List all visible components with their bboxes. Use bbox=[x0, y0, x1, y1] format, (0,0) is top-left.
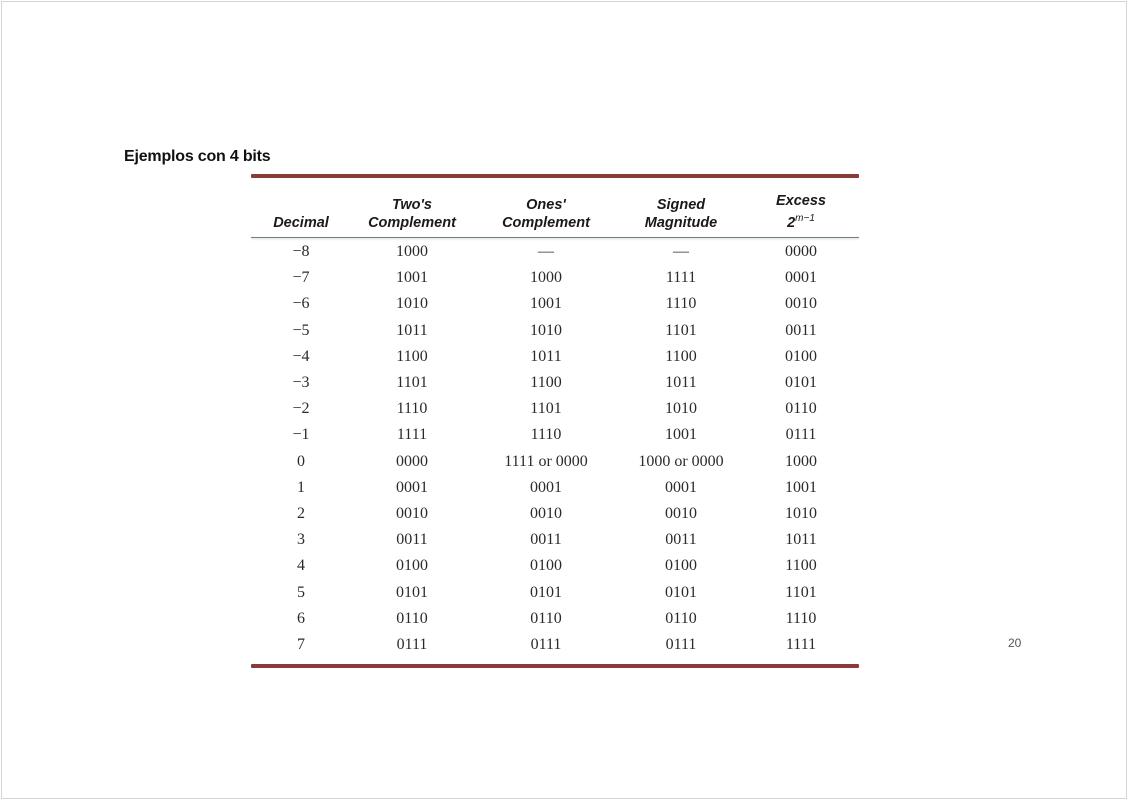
cell-decimal: −8 bbox=[292, 243, 310, 261]
cell-excess: 1111 bbox=[785, 635, 817, 653]
cell-twos-complement: 1011 bbox=[396, 321, 428, 339]
cell-twos-complement: 0110 bbox=[396, 609, 428, 627]
cell-excess: 1110 bbox=[785, 609, 817, 627]
cell-ones-complement: 0100 bbox=[530, 557, 562, 575]
table-row bbox=[251, 449, 859, 475]
cell-excess: 1100 bbox=[785, 557, 817, 575]
cell-ones-complement: 0010 bbox=[530, 504, 562, 522]
cell-decimal: 4 bbox=[297, 557, 305, 575]
cell-excess: 0001 bbox=[785, 269, 817, 287]
slide-title: Ejemplos con 4 bits bbox=[124, 148, 271, 165]
page-number: 20 bbox=[1008, 636, 1022, 650]
representations-table-image bbox=[251, 174, 859, 668]
cell-signed-magnitude: — bbox=[673, 243, 689, 261]
table-row bbox=[251, 606, 859, 632]
cell-twos-complement: 1110 bbox=[396, 400, 428, 418]
cell-excess: 0010 bbox=[785, 295, 817, 313]
header-excess-base: 2 bbox=[787, 215, 796, 231]
table-row bbox=[251, 318, 859, 344]
cell-ones-complement: 1011 bbox=[530, 347, 562, 365]
header-signed-line1: Signed bbox=[656, 197, 706, 213]
table-row bbox=[251, 632, 859, 658]
cell-decimal: 1 bbox=[297, 478, 305, 496]
cell-signed-magnitude: 1011 bbox=[665, 374, 697, 392]
cell-signed-magnitude: 1101 bbox=[665, 321, 697, 339]
cell-excess: 1101 bbox=[785, 583, 817, 601]
header-signed-line2: Magnitude bbox=[644, 215, 718, 231]
cell-ones-complement: 0110 bbox=[530, 609, 562, 627]
header-twos-line2: Complement bbox=[368, 215, 456, 231]
cell-twos-complement: 1100 bbox=[396, 347, 428, 365]
cell-signed-magnitude: 0001 bbox=[665, 478, 697, 496]
cell-decimal: 6 bbox=[297, 609, 305, 627]
table-row bbox=[251, 370, 859, 396]
cell-ones-complement: 0111 bbox=[530, 635, 562, 653]
cell-decimal: 0 bbox=[297, 452, 305, 470]
table-row bbox=[251, 396, 859, 422]
cell-signed-magnitude: 0101 bbox=[665, 583, 697, 601]
table-row bbox=[251, 501, 859, 527]
header-signed-magnitude bbox=[619, 178, 743, 232]
cell-decimal: −6 bbox=[292, 295, 310, 313]
cell-signed-magnitude: 1110 bbox=[665, 295, 697, 313]
cell-decimal: 5 bbox=[297, 583, 305, 601]
cell-decimal: 7 bbox=[297, 635, 305, 653]
table-row bbox=[251, 265, 859, 291]
cell-decimal: −2 bbox=[292, 400, 310, 418]
header-excess bbox=[743, 178, 859, 232]
cell-signed-magnitude: 0100 bbox=[665, 557, 697, 575]
header-divider-rule bbox=[251, 237, 859, 238]
cell-ones-complement: 1000 bbox=[530, 269, 562, 287]
cell-twos-complement: 0000 bbox=[396, 452, 428, 470]
cell-excess: 0111 bbox=[785, 426, 817, 444]
cell-twos-complement: 1101 bbox=[396, 374, 428, 392]
table-row bbox=[251, 422, 859, 448]
cell-twos-complement: 0111 bbox=[396, 635, 428, 653]
table-row bbox=[251, 527, 859, 553]
cell-decimal: −5 bbox=[292, 321, 310, 339]
header-ones-complement bbox=[473, 178, 619, 232]
cell-twos-complement: 1001 bbox=[396, 269, 428, 287]
cell-ones-complement: 1110 bbox=[530, 426, 562, 444]
header-twos-complement bbox=[351, 178, 473, 232]
cell-ones-complement: — bbox=[538, 243, 554, 261]
header-ones-line2: Complement bbox=[502, 215, 590, 231]
cell-ones-complement: 1001 bbox=[530, 295, 562, 313]
cell-signed-magnitude: 1111 bbox=[665, 269, 697, 287]
cell-signed-magnitude: 1001 bbox=[665, 426, 697, 444]
cell-excess: 1011 bbox=[785, 531, 817, 549]
cell-excess: 0000 bbox=[785, 243, 817, 261]
table-row bbox=[251, 291, 859, 317]
cell-ones-complement: 0101 bbox=[530, 583, 562, 601]
cell-twos-complement: 1111 bbox=[396, 426, 428, 444]
table-row bbox=[251, 579, 859, 605]
cell-ones-complement: 0001 bbox=[530, 478, 562, 496]
cell-excess: 1000 bbox=[785, 452, 817, 470]
cell-decimal: −4 bbox=[292, 347, 310, 365]
slide bbox=[1, 1, 1127, 799]
cell-excess: 0110 bbox=[785, 400, 817, 418]
header-excess-exponent: m−1 bbox=[795, 213, 815, 225]
cell-twos-complement: 0011 bbox=[396, 531, 428, 549]
cell-excess: 0100 bbox=[785, 347, 817, 365]
cell-ones-complement: 1101 bbox=[530, 400, 562, 418]
cell-excess: 1010 bbox=[785, 504, 817, 522]
table-bottom-rule bbox=[251, 664, 859, 668]
cell-signed-magnitude: 0110 bbox=[665, 609, 697, 627]
cell-ones-complement: 1111 or 0000 bbox=[504, 452, 588, 470]
header-excess-line1: Excess bbox=[776, 193, 826, 210]
table-row bbox=[251, 239, 859, 265]
header-twos-line1: Two's bbox=[392, 197, 432, 213]
cell-signed-magnitude: 0111 bbox=[665, 635, 697, 653]
table-row bbox=[251, 475, 859, 501]
cell-signed-magnitude: 0011 bbox=[665, 531, 697, 549]
cell-signed-magnitude: 1010 bbox=[665, 400, 697, 418]
cell-signed-magnitude: 1100 bbox=[665, 347, 697, 365]
cell-twos-complement: 0100 bbox=[396, 557, 428, 575]
cell-decimal: 2 bbox=[297, 504, 305, 522]
cell-twos-complement: 0010 bbox=[396, 504, 428, 522]
cell-ones-complement: 1010 bbox=[530, 321, 562, 339]
header-decimal bbox=[251, 178, 351, 232]
table-header-row bbox=[251, 178, 859, 232]
cell-excess: 0011 bbox=[785, 321, 817, 339]
cell-excess: 1001 bbox=[785, 478, 817, 496]
cell-signed-magnitude: 1000 or 0000 bbox=[638, 452, 724, 470]
cell-decimal: −1 bbox=[292, 426, 310, 444]
cell-signed-magnitude: 0010 bbox=[665, 504, 697, 522]
cell-twos-complement: 0001 bbox=[396, 478, 428, 496]
representations-table bbox=[251, 178, 859, 658]
cell-twos-complement: 0101 bbox=[396, 583, 428, 601]
table-row bbox=[251, 344, 859, 370]
table-row bbox=[251, 553, 859, 579]
table-body bbox=[251, 239, 859, 658]
cell-ones-complement: 1100 bbox=[530, 374, 562, 392]
header-decimal-label: Decimal bbox=[273, 215, 329, 231]
header-ones-line1: Ones' bbox=[526, 197, 566, 213]
cell-ones-complement: 0011 bbox=[530, 531, 562, 549]
cell-decimal: 3 bbox=[297, 531, 305, 549]
cell-decimal: −7 bbox=[292, 269, 310, 287]
cell-excess: 0101 bbox=[785, 374, 817, 392]
cell-twos-complement: 1000 bbox=[396, 243, 428, 261]
cell-twos-complement: 1010 bbox=[396, 295, 428, 313]
cell-decimal: −3 bbox=[292, 374, 310, 392]
